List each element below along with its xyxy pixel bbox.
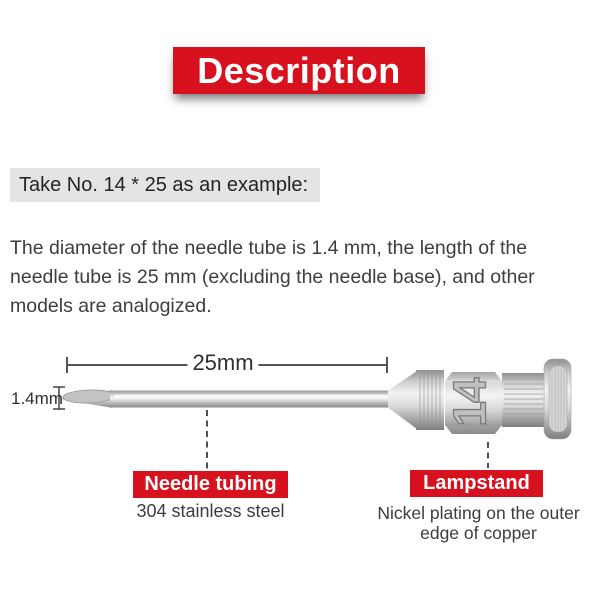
callout-lampstand-caption: Nickel plating on the outer edge of copper [377,503,580,543]
length-dimension-label: 25mm [187,350,258,376]
callout-lampstand-label: Lampstand [423,472,530,494]
spec-paragraph: The diameter of the needle tube is 1.4 mm, the length of the needle tube is 25 mm (excluding the needle base), and other models are analogized. [10,236,535,317]
example-text: Take No. 14 * 25 as an example: [19,173,309,196]
callout-needle-tubing [133,471,288,498]
callout-needle-tubing-caption: 304 stainless steel [136,501,285,521]
needle-hub [444,372,502,434]
needle-tip [62,389,115,407]
knurled-ring [416,370,444,430]
needle-tube [110,391,390,408]
ribbed-collar [502,373,545,427]
page-title: Description [197,49,401,91]
diameter-dimension-label: 1.4mm [11,389,63,408]
callout-lampstand [410,470,543,497]
hub-stamp-text: 14 [443,379,496,427]
callout-needle-tubing-label: Needle tubing [144,473,277,495]
hub-flange [544,359,571,439]
hub-cone [388,371,417,429]
